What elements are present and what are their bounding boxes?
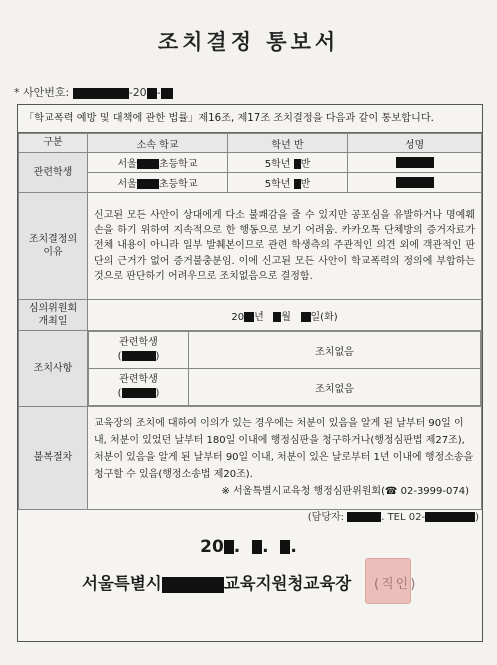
case-number-label: * 사안번호: <box>14 86 70 99</box>
decision-table <box>18 133 482 510</box>
redaction-block <box>122 351 156 361</box>
measures-table <box>88 331 481 406</box>
header-school: 소속 학교 <box>88 134 228 153</box>
redaction-block <box>137 159 159 169</box>
appeal-text: 교육장의 조치에 대하여 이의가 있는 경우에는 처분이 있음을 알게 된 날부터 90일 이내, 처분이 있었던 날부터 180일 이내에 행정심판을 청구하거나(행정심판법 제27조), 처분이 있음을 알게 된 날부터 90일 이내, 처분이 있은 날로부터 1년 이내에 행정소송을 청구할 수 있음(행정소송법 제20조). <box>94 417 474 480</box>
document-title: 조치결정 통보서 <box>157 30 340 54</box>
student-school: 서울 초등학교 <box>88 153 228 173</box>
redaction-block <box>301 312 311 322</box>
measure-result: 조치없음 <box>189 332 481 369</box>
appeal-source: ※ 서울특별시교육청 행정심판위원회(☎ 02-3999-074) <box>221 485 469 497</box>
redaction-block <box>224 540 234 554</box>
meeting-date: 20 년 월 일(화) <box>88 300 482 331</box>
redaction-block <box>280 540 290 554</box>
contact-line: (담당자: . TEL 02- ) <box>307 512 479 523</box>
official-seal-text: (직인) <box>374 577 418 592</box>
redaction-block <box>425 512 475 522</box>
student-name <box>348 153 482 173</box>
appeal-label: 불복절차 <box>19 407 88 510</box>
redaction-block <box>162 577 224 593</box>
redaction-block <box>396 177 434 188</box>
redaction-block <box>294 179 301 189</box>
redaction-block <box>396 157 434 168</box>
redaction-block <box>122 388 156 398</box>
intro-text: 「학교폭력 예방 및 대책에 관한 법률」제16조, 제17조 조치결정을 다음과 같이 통보합니다. <box>18 105 482 133</box>
case-number <box>14 84 173 100</box>
notice-frame <box>17 104 483 642</box>
redaction-block <box>294 159 301 169</box>
student-grade: 5학년 반 <box>228 153 348 173</box>
meeting-label: 심의위원회 개최일 <box>19 300 88 331</box>
case-number-sep: - <box>156 86 161 99</box>
case-number-sep: -20 <box>128 86 147 99</box>
redaction-block <box>137 179 159 189</box>
redaction-block <box>244 312 254 322</box>
student-name <box>348 173 482 193</box>
measures-label: 조치사항 <box>19 331 88 407</box>
measure-student: 관련학생 ( ) <box>89 369 189 406</box>
header-grade: 학년 반 <box>228 134 348 153</box>
sender-title: 서울특별시 교육지원청교육장 <box>82 574 352 593</box>
measures-cell <box>88 331 482 407</box>
redaction-block <box>161 88 173 99</box>
student-grade: 5학년 반 <box>228 173 348 193</box>
reason-label: 조치결정의 이유 <box>19 193 88 300</box>
header-name: 성명 <box>348 134 482 153</box>
redaction-block <box>73 88 129 99</box>
header-category: 구분 <box>19 134 88 153</box>
reason-text: 신고된 모든 사안이 상대에게 다소 불쾌감을 줄 수 있지만 공포심을 유발하거나 명예훼손을 하기 위하여 지속적으로 한 행동으로 보기 어려움. 카카오톡 단체방의 증거자료가 전체 내용이 아니라 일부 발췌본이므로 관련 학생측의 주관적인 의견 외에 객관적인 판단의 근거가 없어 증거불충분임. 이에 신고된 모든 사안이 학교폭력의 정의에 부합하는 것으로 판단하기 어려우므로 조치없음으로 결정함. <box>88 193 482 300</box>
redaction-block <box>347 512 381 522</box>
measure-student: 관련학생 ( ) <box>89 332 189 369</box>
redaction-block <box>252 540 262 554</box>
redaction-block <box>147 88 157 99</box>
appeal-cell <box>88 407 482 510</box>
students-label: 관련학생 <box>19 153 88 193</box>
measure-result: 조치없음 <box>189 369 481 406</box>
student-school: 서울 초등학교 <box>88 173 228 193</box>
issue-date: 20 . . . <box>200 537 297 557</box>
